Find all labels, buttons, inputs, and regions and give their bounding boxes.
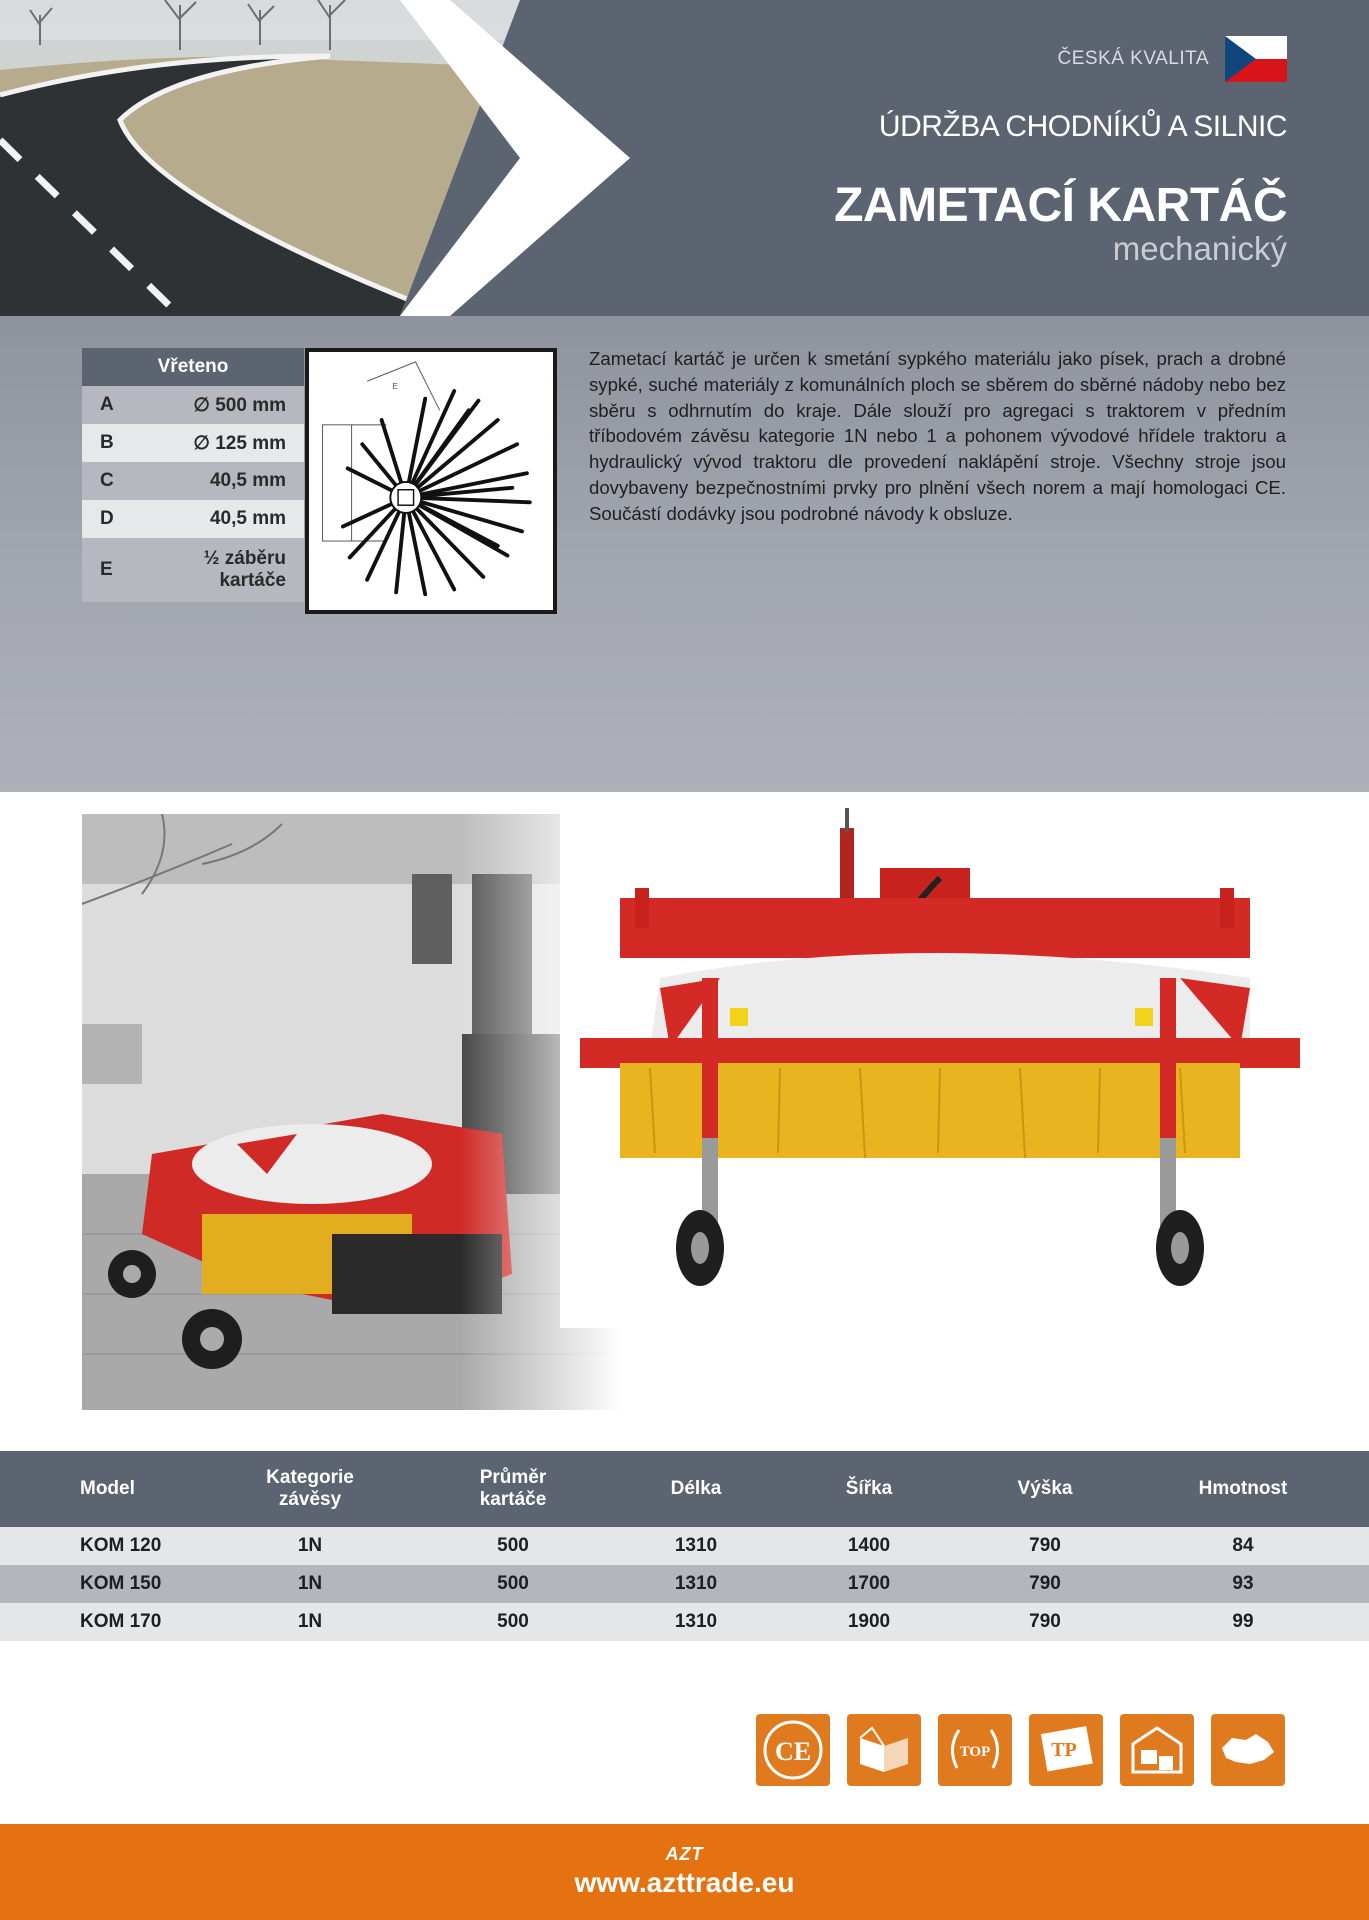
certificate-icons <box>756 1714 1285 1786</box>
cell-width: 1900 <box>847 1611 891 1632</box>
manual-book-icon <box>847 1714 921 1786</box>
cell-height: 790 <box>1029 1573 1061 1594</box>
col-hitch-line1: Kategorie <box>266 1467 354 1488</box>
technical-passport-icon <box>1029 1714 1103 1786</box>
spindle-key: C <box>100 470 114 491</box>
brush-diagram <box>305 348 557 614</box>
table-row <box>0 1527 1369 1565</box>
cell-weight: 84 <box>1232 1535 1254 1556</box>
spindle-value: 40,5 mm <box>209 508 286 529</box>
cell-width: 1700 <box>847 1573 891 1594</box>
czech-map-icon <box>1211 1714 1285 1786</box>
cell-diameter: 500 <box>497 1535 529 1556</box>
page-title: ZAMETACÍ KARTÁČ <box>834 179 1287 232</box>
spindle-key: E <box>100 559 113 580</box>
cell-length: 1310 <box>674 1573 718 1594</box>
col-hitch-line2: závěsy <box>278 1489 342 1510</box>
website-link[interactable]: www.azttrade.eu <box>574 1867 795 1898</box>
spindle-value <box>160 548 286 592</box>
cell-model: KOM 150 <box>80 1573 162 1594</box>
spindle-value: ∅ 125 mm <box>193 432 286 454</box>
table-row <box>0 1565 1369 1603</box>
cell-model: KOM 170 <box>80 1611 162 1632</box>
table-row <box>0 1603 1369 1641</box>
specs-table <box>0 1451 1369 1641</box>
spindle-value: ∅ 500 mm <box>193 394 286 416</box>
cell-length: 1310 <box>674 1611 718 1632</box>
sweeper-product-photo <box>560 808 1320 1328</box>
col-width: Šířka <box>845 1478 893 1499</box>
spindle-title: Vřeteno <box>82 348 304 386</box>
spindle-value: 40,5 mm <box>209 470 286 491</box>
spindle-key: D <box>100 508 114 529</box>
cell-height: 790 <box>1029 1535 1061 1556</box>
col-model: Model <box>80 1478 135 1499</box>
header-banner <box>0 0 1369 316</box>
footer <box>0 1824 1369 1920</box>
spindle-row <box>82 386 304 424</box>
road-photo <box>0 0 640 316</box>
czech-flag-icon <box>1225 36 1287 82</box>
cell-model: KOM 120 <box>80 1535 162 1556</box>
cell-weight: 93 <box>1232 1573 1254 1594</box>
product-description: Zametací kartáč je určen k smetání sypkého materiálu jako písek, prach a drobné sypké, suché materiály z komunálních ploch se sběrem do sběrné nádoby nebo bez sběru s odhrnutím do kraje. Dále slouží pro agregaci s traktorem v předním tříbodovém závěsu kategorie 1N nebo 1 a pohonem vývodové hřídele traktoru a hydraulický vývod traktoru dle provedení naklápění stroje. Všechny stroje jsou dovybaveny bezpečnostními prvky pro plnění všech norem a mají homologaci CE. Součástí dodávky jsou podrobné návody k obsluze. <box>589 348 1286 524</box>
cell-hitch: 1N <box>297 1573 323 1594</box>
top-quality-icon <box>938 1714 1012 1786</box>
spindle-key: B <box>100 432 114 453</box>
col-length: Délka <box>670 1478 722 1499</box>
col-diameter-line1: Průměr <box>479 1467 547 1488</box>
col-weight: Hmotnost <box>1198 1478 1288 1499</box>
col-diameter-line2: kartáče <box>479 1489 547 1510</box>
cell-width: 1400 <box>847 1535 891 1556</box>
quality-label: ČESKÁ KVALITA <box>1057 48 1209 69</box>
warehouse-icon <box>1120 1714 1194 1786</box>
ce-mark-icon <box>756 1714 830 1786</box>
ce-text: CE <box>774 1737 812 1766</box>
col-hitch-category <box>210 1467 410 1511</box>
page-subtitle: mechanický <box>1112 230 1287 267</box>
category-heading: ÚDRŽBA CHODNÍKŮ A SILNIC <box>878 110 1287 143</box>
col-brush-diameter <box>410 1467 616 1511</box>
sweeper-scene-photo <box>82 814 622 1410</box>
svg-text:E: E <box>392 381 399 392</box>
spindle-key: A <box>100 394 114 415</box>
spindle-table <box>82 348 304 602</box>
spindle-value-line: kartáče <box>219 570 286 591</box>
specs-header-row <box>0 1451 1369 1527</box>
col-height: Výška <box>1017 1478 1073 1499</box>
cell-length: 1310 <box>674 1535 718 1556</box>
cell-hitch: 1N <box>297 1535 323 1556</box>
spindle-row <box>82 538 304 602</box>
cell-hitch: 1N <box>297 1611 323 1632</box>
cell-height: 790 <box>1029 1611 1061 1632</box>
tp-text: TP <box>1051 1739 1077 1761</box>
cell-weight: 99 <box>1232 1611 1254 1632</box>
company-logo: AZT <box>665 1844 704 1864</box>
spindle-row <box>82 500 304 538</box>
cell-diameter: 500 <box>497 1573 529 1594</box>
spindle-row <box>82 462 304 500</box>
spindle-value-line: ½ záběru <box>203 548 286 569</box>
cell-diameter: 500 <box>497 1611 529 1632</box>
top-text: TOP <box>959 1744 991 1760</box>
spindle-row <box>82 424 304 462</box>
